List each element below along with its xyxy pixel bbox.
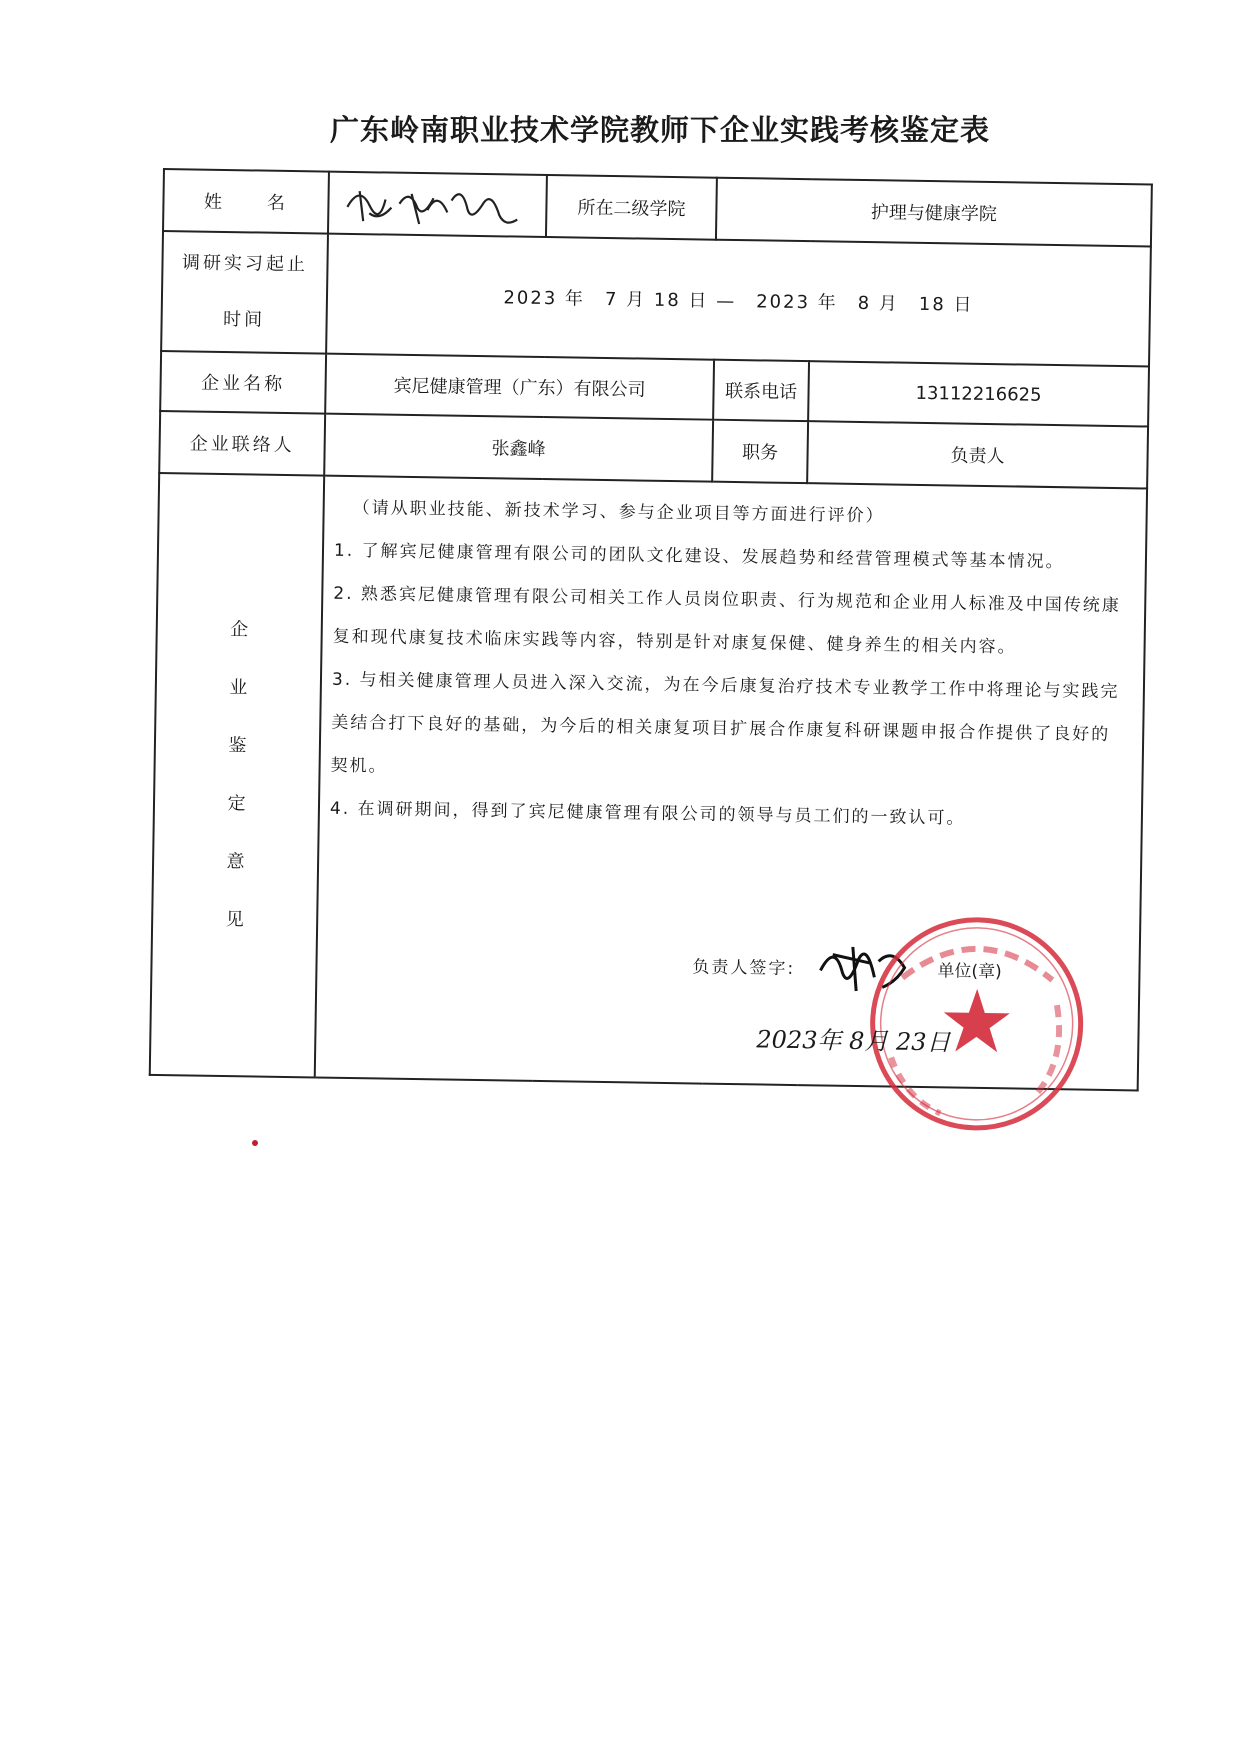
period-label-line1: 调研实习起止	[181, 252, 309, 276]
unit-seal-label: 单位(章)	[937, 961, 1002, 983]
signature-date-text: 2023年 8月 23日	[756, 1025, 951, 1057]
period-label	[161, 231, 328, 354]
evaluation-content	[315, 476, 1147, 1091]
phone-value: 13112216625	[808, 361, 1149, 426]
position-value: 负责人	[807, 421, 1148, 488]
evaluation-hint: （请从职业技能、新技术学习、参与企业项目等方面进行评价）	[352, 498, 885, 527]
evaluation-label-char: 意	[226, 851, 245, 873]
signature-date	[756, 1013, 957, 1071]
contact-value: 张鑫峰	[324, 414, 713, 482]
signer-label: 负责人签字:	[692, 957, 796, 980]
assessment-form	[149, 168, 1153, 1091]
handwritten-name-signature	[339, 177, 530, 234]
contact-label: 企业联络人	[159, 411, 325, 476]
period-value: 2023 年 7 月 18 日 — 2023 年 8 月 18 日	[326, 234, 1151, 367]
company-value: 宾尼健康管理（广东）有限公司	[325, 354, 714, 420]
school-label: 所在二级学院	[546, 175, 717, 240]
page-title: 广东岭南职业技术学院教师下企业实践考核鉴定表	[329, 113, 990, 147]
evaluation-label-char: 定	[227, 793, 246, 815]
evaluation-item: 2. 熟悉宾尼健康管理有限公司相关工作人员岗位职责、行为规范和企业用人标准及中国传统康复和现代康复技术临床实践等内容，特别是针对康复保健、健身养生的相关内容。	[332, 583, 1122, 658]
evaluation-label-char: 见	[225, 909, 244, 931]
name-label: 姓 名	[163, 169, 329, 234]
phone-label: 联系电话	[713, 360, 809, 421]
evaluation-item: 4. 在调研期间，得到了宾尼健康管理有限公司的领导与员工们的一致认可。	[329, 798, 966, 829]
name-signature-cell	[328, 172, 547, 237]
evaluation-label-char: 企	[230, 619, 249, 641]
period-label-line2: 时间	[222, 308, 266, 331]
evaluation-item: 1. 了解宾尼健康管理有限公司的团队文化建设、发展趋势和经营管理模式等基本情况。	[333, 540, 1065, 573]
signature-area	[316, 937, 1139, 1080]
company-label: 企业名称	[160, 351, 326, 414]
stray-red-mark	[252, 1140, 258, 1146]
evaluation-item: 3. 与相关健康管理人员进入深入交流，为在今后康复治疗技术专业教学工作中将理论与实践完美结合打下良好的基础，为今后的相关康复项目扩展合作康复科研课题申报合作提供了良好的契机。	[330, 669, 1120, 777]
position-label: 职务	[712, 420, 808, 483]
handwritten-date	[756, 1013, 957, 1066]
evaluation-label-char: 业	[229, 677, 248, 699]
evaluation-label	[150, 473, 324, 1078]
evaluation-label-char: 鉴	[228, 735, 247, 757]
school-value: 护理与健康学院	[716, 178, 1152, 247]
